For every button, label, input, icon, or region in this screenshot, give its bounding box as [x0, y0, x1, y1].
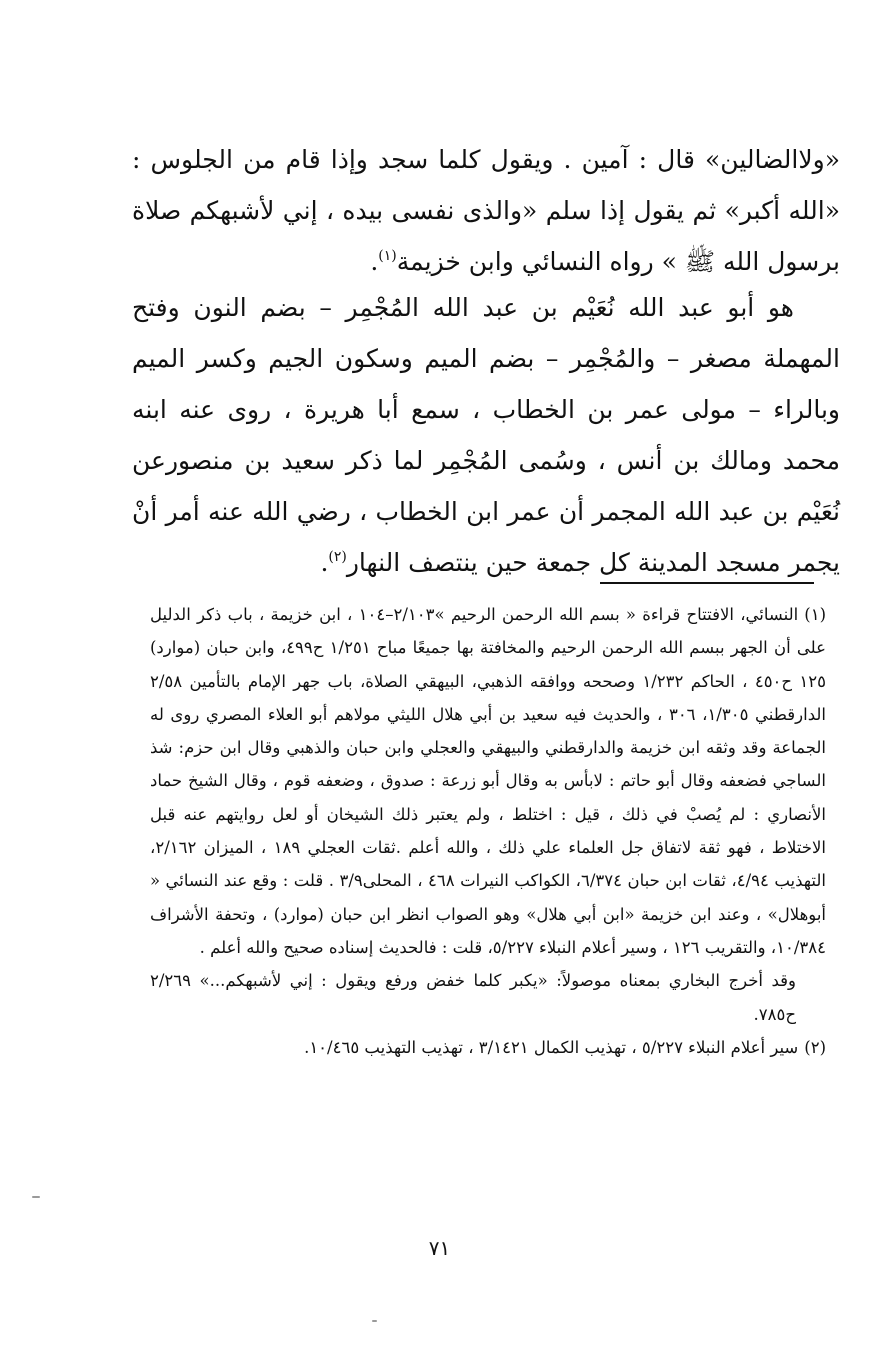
paragraph-2-end: .	[320, 548, 329, 577]
footnotes	[150, 598, 826, 1064]
footnote-2-text: سير أعلام النبلاء ٥/٢٢٧ ، تهذيب الكمال ٣/١٤٢١ ، تهذيب التهذيب ١٠/٤٦٥.	[304, 1037, 799, 1057]
footnote-ref-1: (١)	[378, 248, 397, 264]
footnote-1	[150, 598, 826, 964]
footnote-1-extra: وقد أخرج البخاري بمعناه موصولاً: «يكبر كلما خفض ورفع ويقول : إني لأشبهكم...» ٢/٢٦٩ ح٧٨٥.	[150, 971, 796, 1024]
paragraph-2-text: هو أبو عبد الله نُعَيْم بن عبد الله المُجْمِر – بضم النون وفتح المهملة مصغر – والمُجْمِر – بضم الميم وسكون الجيم وكسر الميم وبالراء – مولى عمر بن الخطاب ، سمع أبا هريرة ، روى عنه ابنه محمد ومالك بن أنس ، وسُمى المُجْمِر لما ذكر سعيد بن منصورعن نُعَيْم بن عبد الله المجمر أن عمر ابن الخطاب ، رضي الله عنه أمر أنْ يجمر مسجد المدينة كل جمعة حين ينتصف النهار	[132, 293, 840, 577]
footnote-2-number: (٢)	[804, 1037, 826, 1057]
main-paragraph-2	[132, 282, 840, 588]
paragraph-1-text: «ولاالضالين» قال : آمين . ويقول كلما سجد وإذا قام من الجلوس : «الله أكبر» ثم يقول إذا سلم «والذى نفسى بيده ، إني لأشبهكم صلاة برسول الله ﷺ » رواه النسائي وابن خزيمة	[132, 145, 840, 276]
footnote-2	[150, 1031, 826, 1064]
footnote-ref-2: (٢)	[328, 549, 347, 565]
main-paragraph-1	[132, 134, 840, 287]
footnote-separator	[600, 582, 814, 584]
paragraph-1-end: .	[370, 247, 379, 276]
scan-speck	[372, 1320, 377, 1322]
page-number: ٧١	[428, 1236, 451, 1260]
footnote-1-text: النسائي، الافتتاح قراءة « بسم الله الرحمن الرحيم »٢/١٠٣–١٠٤ ، ابن خزيمة ، باب ذكر الدليل على أن الجهر ببسم الله الرحمن الرحيم والمخافتة بها جميعًا مباح ١/٢٥١ ح٤٩٩، وابن حبان (موارد) ١٢٥ ح٤٥٠ ، الحاكم ١/٢٣٢ وصححه ووافقه الذهبي، البيهقي الصلاة، باب جهر الإمام بالتأمين ٢/٥٨ الدارقطني ١/٣٠٥، ٣٠٦ ، والحديث فيه سعيد بن أبي هلال الليثي مولاهم أبو العلاء المصري روى له الجماعة وقد وثقه ابن خزيمة والدارقطني والبيهقي والعجلي وابن حبان والذهبي وقال ابن حزم: شذ الساجي فضعفه وقال أبو حاتم : لابأس به وقال أبو زرعة : صدوق ، وضعفه قوم ، وقال الشيخ حماد الأنصاري : لم يُصبْ في ذلك ، قيل : اختلط ، ولم يعتبر ذلك الشيخان أو لعل روايتهم عنه قبل الاختلاط ، فهو ثقة لاتفاق جل العلماء علي ذلك ، والله أعلم .ثقات العجلي ١٨٩ ، الميزان ٢/١٦٢، التهذيب ٤/٩٤، ثقات ابن حبان ٦/٣٧٤، الكواكب النيرات ٤٦٨ ، المحلى٣/٩ . قلت : وقع عند النسائي « أبوهلال» ، وعند ابن خزيمة «ابن أبي هلال» وهو الصواب انظر ابن حبان (موارد) ، وتحفة الأشراف ١٠/٣٨٤، والتقريب ١٢٦ ، وسير أعلام النبلاء ٥/٢٢٧، قلت : فالحديث إسناده صحيح والله أعلم .	[150, 605, 826, 957]
footnote-1-number: (١)	[804, 605, 826, 624]
scan-speck	[32, 1196, 40, 1198]
